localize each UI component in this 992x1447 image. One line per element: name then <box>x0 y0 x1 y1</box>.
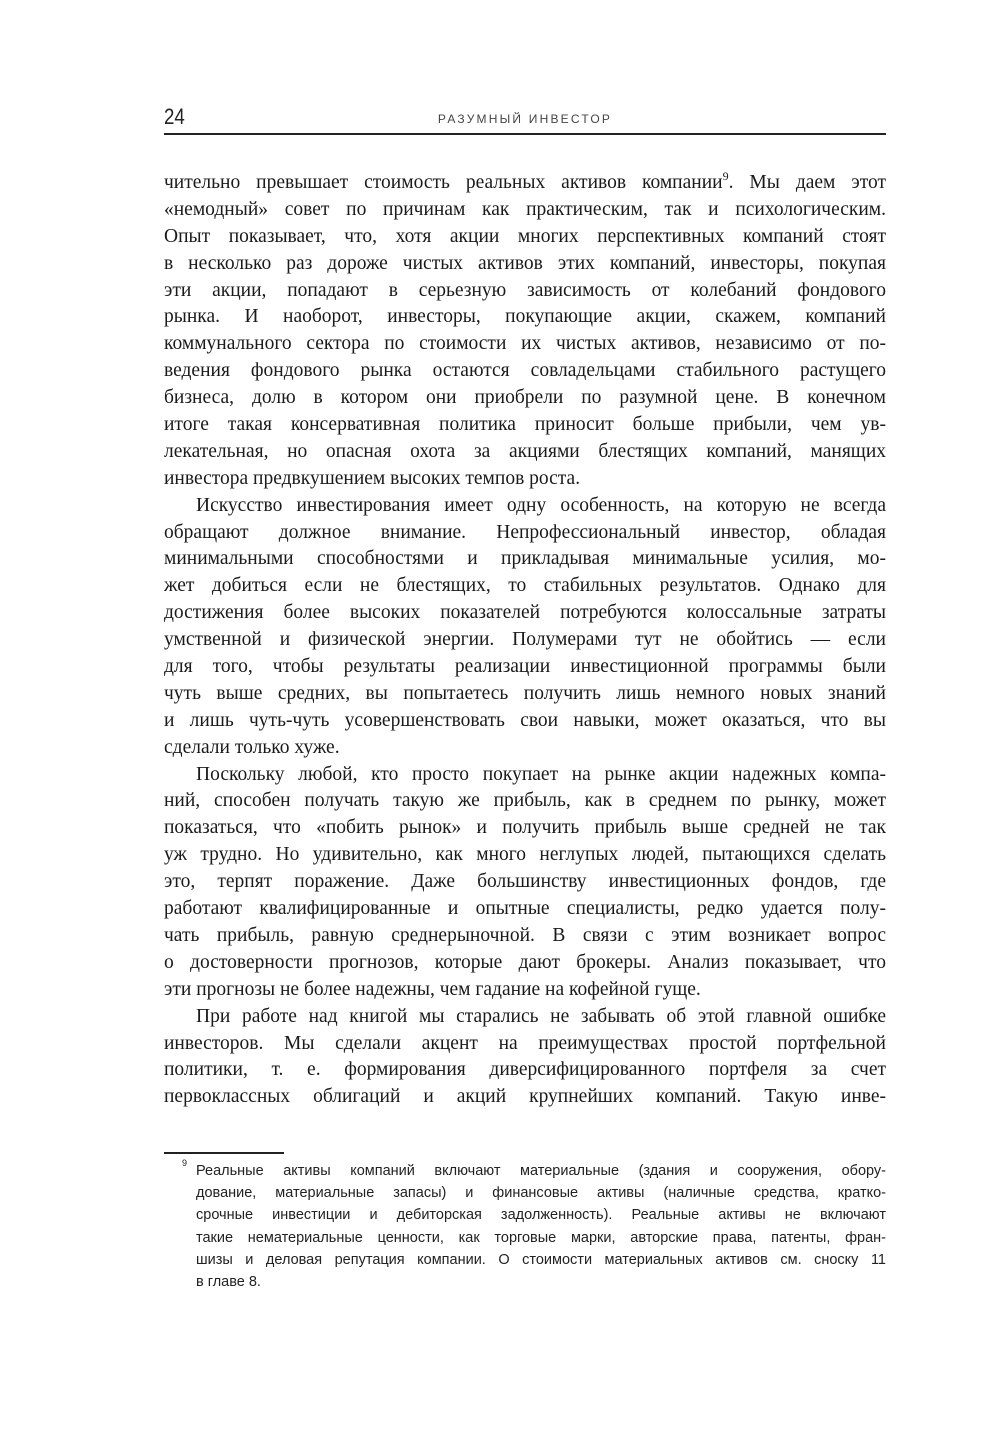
text-line: ний, способен получать такую же прибыль, как в среднем по рынку, может <box>164 790 886 812</box>
text-line: жет добиться если не блестящих, то стабильных результатов. Однако для <box>164 575 886 597</box>
footnote <box>164 1160 886 1293</box>
text-line: и лишь чуть-чуть усовершенствовать свои навыки, может оказаться, что вы <box>164 709 886 731</box>
text-line: это, терпят поражение. Даже большинству инвестиционных фондов, где <box>164 871 886 893</box>
footnote-line: срочные инвестиции и дебиторская задолженность). Реальные активы не включают <box>196 1207 886 1224</box>
text-line: первоклассных облигаций и акций крупнейших компаний. Такую инве- <box>164 1086 886 1108</box>
footnote-line: дование, материальные запасы) и финансовые активы (наличные средства, кратко- <box>196 1185 886 1202</box>
text-line: Поскольку любой, кто просто покупает на рынке акции надежных компа- <box>196 763 886 785</box>
text-line: минимальными способностями и прикладывая минимальные усилия, мо- <box>164 548 886 570</box>
footnote-line: Реальные активы компаний включают материальные (здания и сооружения, обору- <box>196 1163 886 1179</box>
text-line: в несколько раз дороже чистых активов этих компаний, инвесторы, покупая <box>164 252 886 274</box>
header-divider <box>164 133 886 135</box>
text-line: ведения фондового рынка остаются совладельцами стабильного растущего <box>164 360 886 382</box>
text-line: рынка. И наоборот, инвесторы, покупающие акции, скажем, компаний <box>164 306 886 328</box>
body-text <box>164 170 886 1111</box>
text-line: Искусство инвестирования имеет одну особенность, на которую не всегда <box>196 494 886 516</box>
text-line: уж трудно. Но удивительно, как много неглупых людей, пытающихся сделать <box>164 844 886 866</box>
footnote-line: в главе 8. <box>196 1273 261 1290</box>
text-line: достижения более высоких показателей потребуются колоссальные затраты <box>164 602 886 624</box>
text-line: умственной и физической энергии. Полумерами тут не обойтись — если <box>164 629 886 651</box>
text-line: эти акции, попадают в серьезную зависимость от колебаний фондового <box>164 279 886 301</box>
paragraph <box>164 493 886 762</box>
text-line: обращают должное внимание. Непрофессиональный инвестор, обладая <box>164 521 886 543</box>
running-title: РАЗУМНЫЙ ИНВЕСТОР <box>437 112 613 126</box>
text-line: итоге такая консервативная политика приносит больше прибыли, чем ув- <box>164 414 886 436</box>
footnote-reference[interactable]: 9 <box>722 169 729 183</box>
paragraph <box>164 170 886 493</box>
text-line: политики, т. е. формирования диверсифицированного портфеля за счет <box>164 1059 886 1081</box>
page-number: 24 <box>164 104 185 129</box>
footnote-line: шизы и деловая репутация компании. О стоимости материальных активов см. сноску 11 <box>196 1251 886 1268</box>
text-line: чуть выше средних, вы попытаетесь получить лишь немного новых знаний <box>164 682 886 704</box>
footnote-divider <box>164 1152 284 1154</box>
paragraph <box>164 762 886 1004</box>
text-line: лекательная, но опасная охота за акциями блестящих компаний, манящих <box>164 440 886 462</box>
text-line: «немодный» совет по причинам как практическим, так и психологическим. <box>164 198 886 220</box>
text-line: эти прогнозы не более надежны, чем гадание на кофейной гуще. <box>164 978 701 1000</box>
footnote-number: 9 <box>182 1158 188 1168</box>
text-line: чать прибыль, равную среднерыночной. В связи с этим возникает вопрос <box>164 924 886 946</box>
text-line: работают квалифицированные и опытные специалисты, редко удается полу- <box>164 898 886 920</box>
page-header <box>164 104 886 134</box>
text-line: инвестора предвкушением высоких темпов роста. <box>164 467 581 489</box>
text-line: инвесторов. Мы сделали акцент на преимуществах простой портфельной <box>164 1032 886 1054</box>
text-line: показаться, что «побить рынок» и получить прибыль выше средней не так <box>164 817 886 839</box>
text-line: При работе над книгой мы старались не забывать об этой главной ошибке <box>196 1005 886 1027</box>
footnote-line: такие нематериальные ценности, как торговые марки, авторские права, патенты, фран- <box>196 1229 886 1246</box>
text-line: коммунального сектора по стоимости их чистых активов, независимо от по- <box>164 333 886 355</box>
text-line: Опыт показывает, что, хотя акции многих перспективных компаний стоят <box>164 225 886 247</box>
text-line: о достоверности прогнозов, которые дают брокеры. Анализ показывает, что <box>164 951 886 973</box>
text-line: сделали только хуже. <box>164 736 340 758</box>
text-line: для того, чтобы результаты реализации инвестиционной программы были <box>164 656 886 678</box>
paragraph <box>164 1004 886 1112</box>
text-line: чительно превышает стоимость реальных активов компании$^9$. Мы даем этот <box>164 169 886 193</box>
text-line: бизнеса, долю в котором они приобрели по разумной цене. В конечном <box>164 387 886 409</box>
